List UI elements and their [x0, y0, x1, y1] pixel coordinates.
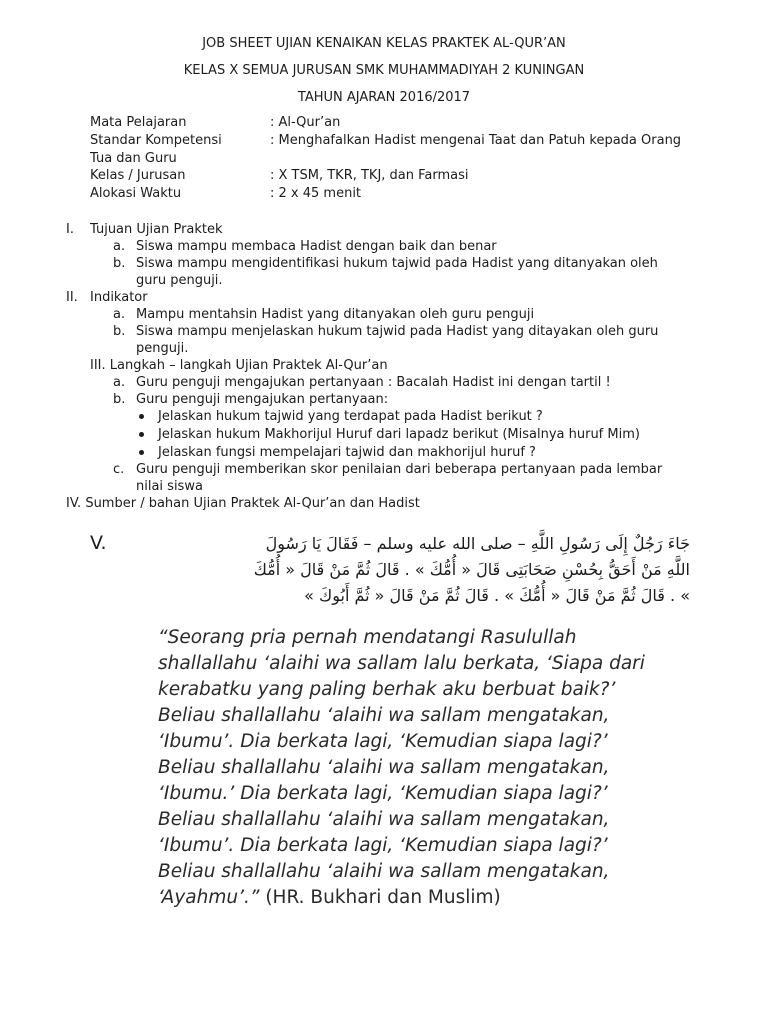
section-1-b-text-continued: guru penguji.: [136, 273, 223, 288]
sk-value: : Menghafalkan Hadist mengenai Taat dan Patuh kepada Orang: [270, 133, 682, 148]
section-2-a-text: Mampu mentahsin Hadist yang ditanyakan oleh guru penguji: [136, 307, 535, 322]
translation-line-2: shallallahu ‘alaihi wa sallam lalu berkata, ‘Siapa dari: [158, 653, 645, 674]
section-1-b-text: Siswa mampu mengidentifikasi hukum tajwid pada Hadist yang ditanyakan oleh: [136, 256, 658, 271]
translation-line-6: Beliau shallallahu ‘alaihi wa sallam mengatakan,: [158, 757, 610, 778]
section-1-number: I.: [66, 222, 74, 237]
arabic-hadith-line-3: » . قَالَ ثُمَّ مَنْ قَالَ « أُمُّكَ » . قَالَ ثُمَّ مَنْ قَالَ « ثُمَّ أَبُوكَ »: [304, 586, 690, 605]
section-2-number: II.: [66, 290, 78, 305]
doc-title-line-1: JOB SHEET UJIAN KENAIKAN KELAS PRAKTEK AL-QUR’AN: [202, 36, 566, 51]
waktu-value: : 2 x 45 menit: [270, 186, 362, 201]
arabic-hadith-line-2: اللَّهِ مَنْ أَحَقُّ بِحُسْنِ صَحَابَتِى قَالَ « أُمُّكَ » . قَالَ ثُمَّ مَنْ قَالَ « أُمُّكَ: [253, 560, 690, 579]
section-1-b-marker: b.: [113, 256, 126, 271]
arabic-hadith-line-1: جَاءَ رَجُلٌ إِلَى رَسُولِ اللَّهِ – صلى الله عليه وسلم – فَقَالَ يَا رَسُولَ: [265, 534, 690, 553]
sk-value-continued: Tua dan Guru: [90, 151, 177, 166]
kelas-label: Kelas / Jurusan: [90, 168, 186, 183]
mapel-label: Mata Pelajaran: [90, 115, 187, 130]
translation-line-5: ‘Ibumu’. Dia berkata lagi, ‘Kemudian siapa lagi?’: [158, 731, 608, 752]
translation-line-1: “Seorang pria pernah mendatangi Rasulullah: [158, 627, 577, 648]
section-3-c-marker: c.: [113, 462, 125, 477]
section-3-title: III. Langkah – langkah Ujian Praktek Al-Qur’an: [90, 358, 388, 373]
section-3-b-marker: b.: [113, 392, 126, 407]
section-1-a-marker: a.: [113, 239, 126, 254]
section-4-title: IV. Sumber / bahan Ujian Praktek Al-Qur’an dan Hadist: [66, 496, 420, 511]
section-3-b-text: Guru penguji mengajukan pertanyaan:: [136, 392, 389, 407]
mapel-value: : Al-Qur’an: [270, 115, 341, 130]
translation-line-8: Beliau shallallahu ‘alaihi wa sallam mengatakan,: [158, 809, 610, 830]
doc-title-line-3: TAHUN AJARAN 2016/2017: [297, 90, 471, 105]
translation-line-11: [158, 885, 501, 911]
section-3-bullet-3: Jelaskan fungsi mempelajari tajwid dan makhorijul huruf ?: [158, 445, 536, 460]
section-2-b-text-continued: penguji.: [136, 341, 189, 356]
kelas-value: : X TSM, TKR, TKJ, dan Farmasi: [270, 168, 469, 183]
section-3-c-text-continued: nilai siswa: [136, 479, 203, 494]
translation-line-9: ‘Ibumu’. Dia berkata lagi, ‘Kemudian siapa lagi?’: [158, 835, 608, 856]
section-3-bullet-1: Jelaskan hukum tajwid yang terdapat pada Hadist berikut ?: [158, 409, 543, 424]
bullet-dot: [139, 450, 144, 455]
hadith-source: (HR. Bukhari dan Muslim): [259, 887, 501, 908]
translation-line-10: Beliau shallallahu ‘alaihi wa sallam mengatakan,: [158, 861, 610, 882]
section-2-title: Indikator: [90, 290, 148, 305]
translation-ending: ‘Ayahmu’.”: [158, 887, 260, 908]
section-1-title: Tujuan Ujian Praktek: [90, 222, 223, 237]
section-5-number: V.: [90, 532, 107, 554]
section-2-b-text: Siswa mampu menjelaskan hukum tajwid pada Hadist yang ditayakan oleh guru: [136, 324, 659, 339]
translation-line-4: Beliau shallallahu ‘alaihi wa sallam mengatakan,: [158, 705, 610, 726]
section-3-a-text: Guru penguji mengajukan pertanyaan : Bacalah Hadist ini dengan tartil !: [136, 375, 611, 390]
bullet-dot: [139, 414, 144, 419]
waktu-label: Alokasi Waktu: [90, 186, 182, 201]
doc-title-line-2: KELAS X SEMUA JURUSAN SMK MUHAMMADIYAH 2 KUNINGAN: [183, 63, 585, 78]
section-3-bullet-2: Jelaskan hukum Makhorijul Huruf dari lapadz berikut (Misalnya huruf Mim): [158, 427, 640, 442]
section-2-a-marker: a.: [113, 307, 126, 322]
section-3-a-marker: a.: [113, 375, 126, 390]
section-1-a-text: Siswa mampu membaca Hadist dengan baik dan benar: [136, 239, 497, 254]
translation-line-7: ‘Ibumu.’ Dia berkata lagi, ‘Kemudian siapa lagi?’: [158, 783, 608, 804]
sk-label: Standar Kompetensi: [90, 133, 222, 148]
bullet-dot: [139, 432, 144, 437]
section-2-b-marker: b.: [113, 324, 126, 339]
section-3-c-text: Guru penguji memberikan skor penilaian dari beberapa pertanyaan pada lembar: [136, 462, 663, 477]
translation-line-3: kerabatku yang paling berhak aku berbuat baik?’: [158, 679, 616, 700]
